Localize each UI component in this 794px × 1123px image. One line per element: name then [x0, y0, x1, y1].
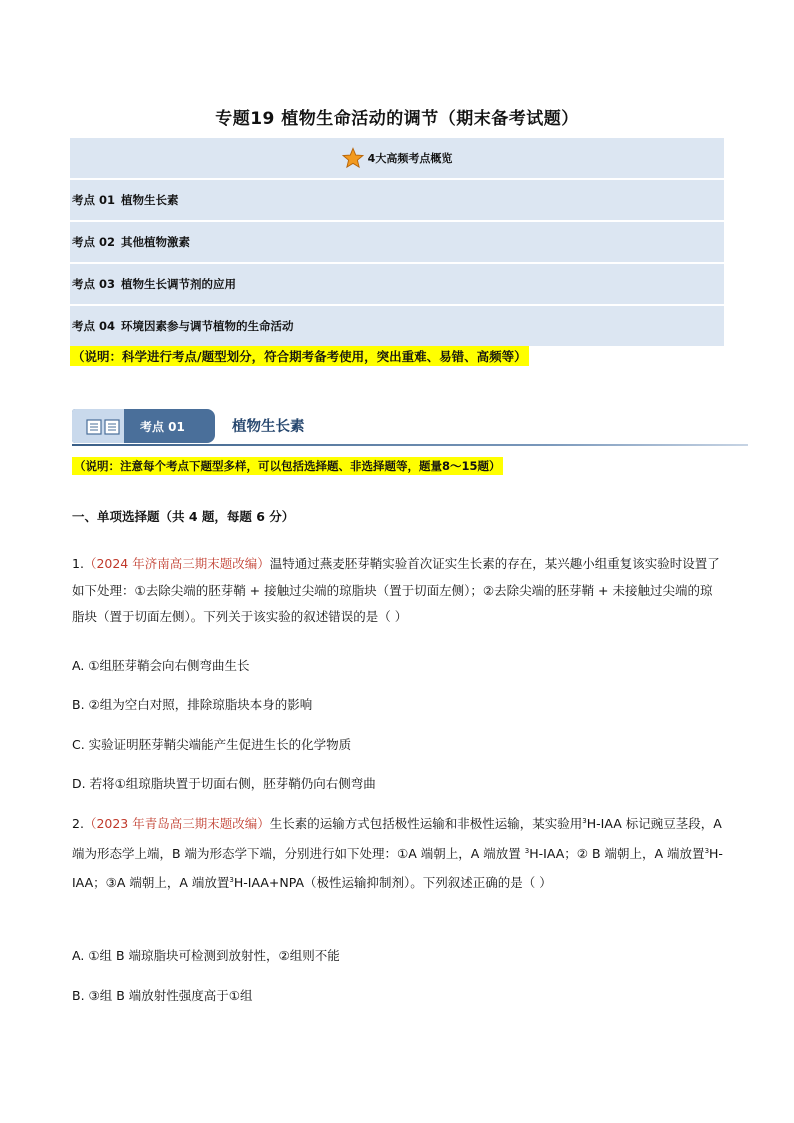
- section-tab: [72, 409, 215, 443]
- overview-note: （说明：科学进行考点/题型划分，符合期考备考使用，突出重难、易错、高频等）: [70, 346, 529, 366]
- overview-item-name: 植物生长调节剂的应用: [121, 277, 237, 291]
- overview-item: [70, 304, 724, 346]
- question-number: 2.: [72, 816, 84, 832]
- question-text: H-IAA 标记豌豆茎段，A 端为形态学上端，B 端为形态学下端，分别进行如下处理：①A 端朝上，A 端放置: [72, 816, 722, 861]
- question-text: H-IAA；③A 端朝上，A 端放置: [72, 845, 723, 891]
- question-text: H-IAA；② B 端朝上，A 端放置: [529, 845, 705, 861]
- overview-table: [70, 138, 724, 346]
- page-title: 专题19 植物生命活动的调节（期末备考试题）: [215, 109, 579, 129]
- isotope-superscript: 3: [229, 876, 234, 885]
- book-icon: [86, 419, 120, 435]
- question-text: 生长素的运输方式包括极性运输和非极性运输，某实验用: [269, 816, 583, 832]
- section-title: 植物生长素: [232, 419, 305, 435]
- overview-item: [70, 220, 724, 262]
- section-divider: [72, 444, 748, 446]
- overview-item-code: 考点 02: [72, 235, 116, 249]
- isotope-superscript: 3: [704, 846, 710, 855]
- question-1-option-b: B. ②组为空白对照，排除琼脂块本身的影响: [72, 697, 313, 712]
- overview-item-name: 其他植物激素: [121, 235, 191, 249]
- question-source: （2024 年济南高三期末题改编）: [83, 556, 270, 571]
- question-source: （2023 年青岛高三期末题改编）: [83, 816, 270, 832]
- overview-header-label: 4大高频考点概览: [367, 152, 453, 165]
- question-number: 1.: [72, 556, 84, 571]
- question-2-option-b: B. ③组 B 端放射性强度高于①组: [72, 988, 253, 1003]
- question-1-stem: [72, 551, 724, 631]
- overview-item-name: 植物生长素: [121, 193, 179, 207]
- overview-item-code: 考点 04: [72, 319, 116, 333]
- isotope-superscript: 3: [582, 817, 587, 825]
- overview-header: [70, 138, 724, 178]
- section-tab-label: 考点 01: [140, 420, 185, 434]
- question-text: 温特通过燕麦胚芽鞘实验首次证实生长素的存在，某兴趣小组重复该实验时设置了如下处理：①去除尖端的胚芽鞘 + 接触过尖端的琼脂块（置于切面左侧）；②去除尖端的胚芽鞘 + 未接触过尖端的琼脂块（置于切面左侧）。下列关于该实验的叙述错误的是（ ）: [72, 556, 720, 624]
- overview-item-name: 环境因素参与调节植物的生命活动: [121, 319, 294, 333]
- star-icon: [342, 147, 364, 169]
- overview-item: [70, 178, 724, 220]
- section-note: （说明：注意每个考点下题型多样，可以包括选择题、非选择题等，题量8～15题）: [74, 459, 501, 473]
- question-1-option-d: D. 若将①组琼脂块置于切面右侧，胚芽鞘仍向右侧弯曲: [72, 776, 376, 791]
- overview-item-code: 考点 01: [72, 193, 116, 207]
- isotope-superscript: 3: [524, 846, 530, 855]
- overview-item-code: 考点 03: [72, 277, 116, 291]
- question-2-option-a: A. ①组 B 端琼脂块可检测到放射性，②组则不能: [72, 948, 340, 963]
- question-2-stem: [72, 808, 724, 897]
- overview-item: [70, 262, 724, 304]
- question-1-option-c: C. 实验证明胚芽鞘尖端能产生促进生长的化学物质: [72, 737, 352, 752]
- question-type-heading: 一、单项选择题（共 4 题，每题 6 分）: [72, 509, 295, 524]
- question-1-option-a: A. ①组胚芽鞘会向右侧弯曲生长: [72, 658, 250, 673]
- question-text: H-IAA+NPA（极性运输抑制剂）。下列叙述正确的是（ ）: [233, 875, 552, 891]
